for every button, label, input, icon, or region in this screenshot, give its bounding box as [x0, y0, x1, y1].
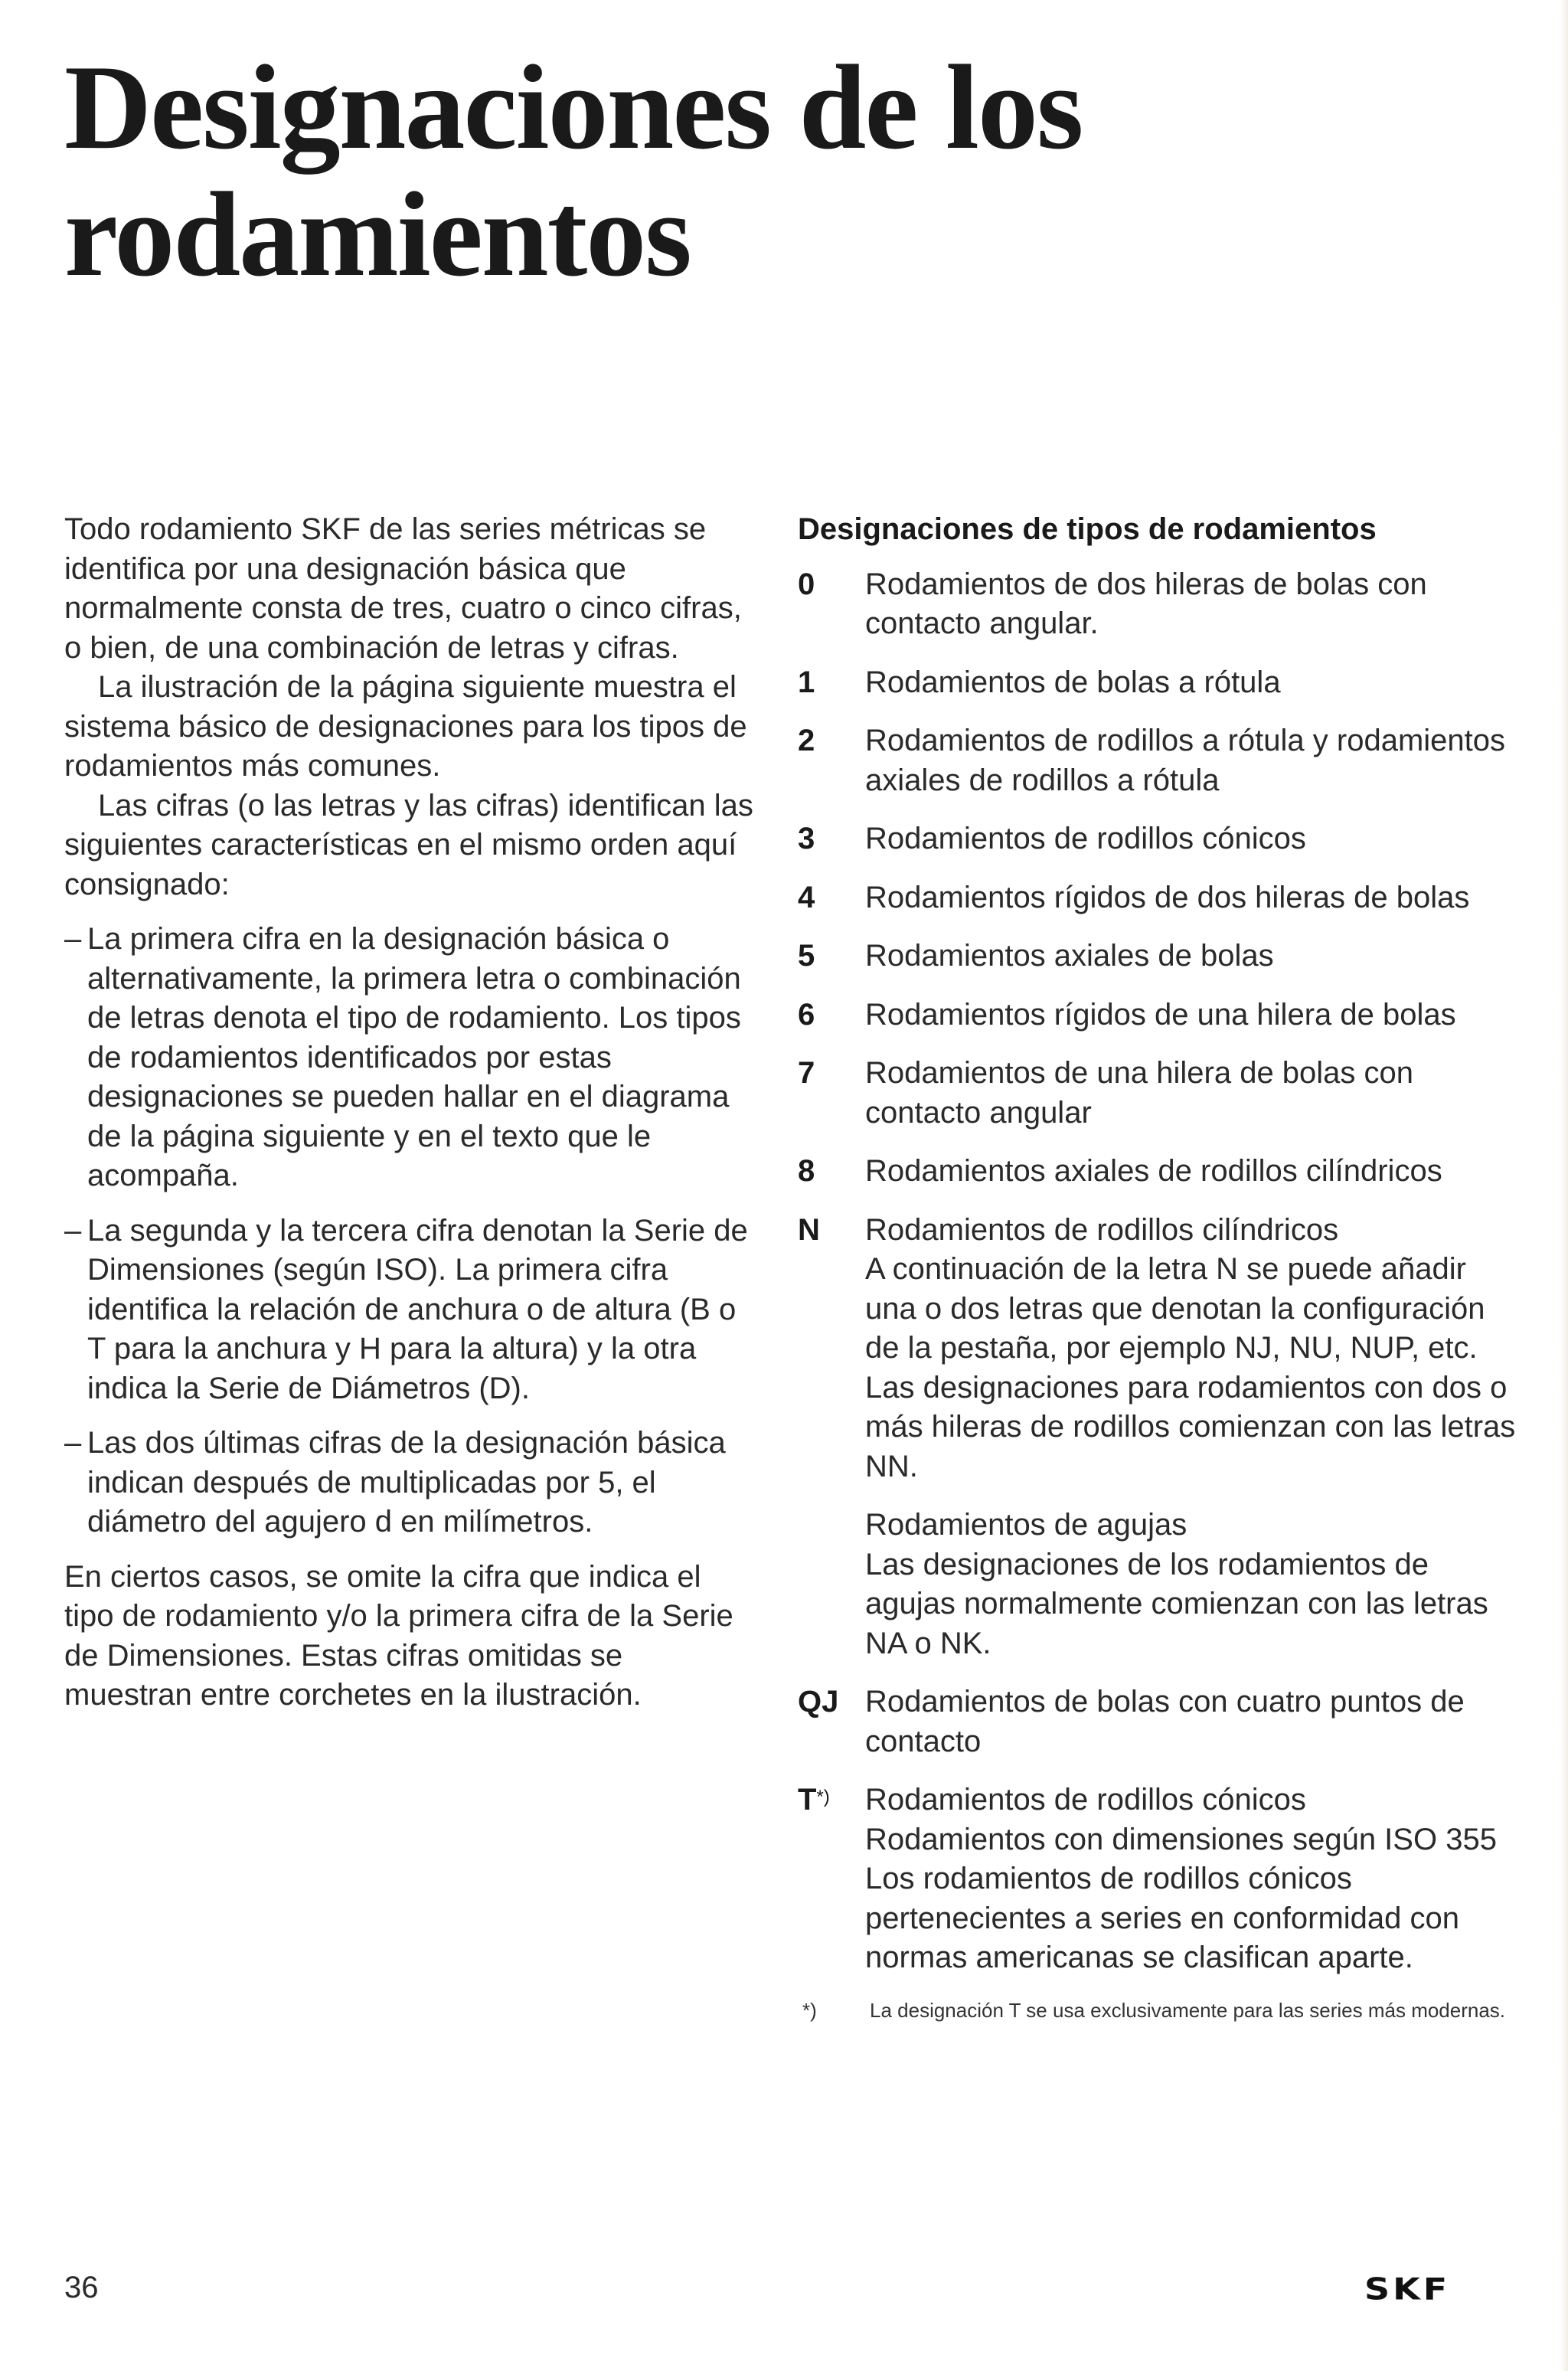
description-line: Rodamientos de rodillos cilíndricos [865, 1212, 1339, 1247]
intro-paragraph: Todo rodamiento SKF de las series métricas se identifica por una designación básica que normalmente consta de tres, cuatro o cinco cifras, o bien, de una combinación de letras y cifras. [64, 512, 742, 665]
designation-code: N [798, 1212, 820, 1247]
description-line: Rodamientos de rodillos a rótula y rodamientos axiales de rodillos a rótula [865, 724, 1505, 797]
designation-description [865, 1152, 1517, 1192]
description-line: Rodamientos de una hilera de bolas con contacto angular [865, 1056, 1414, 1130]
designation-code: 0 [798, 567, 815, 601]
list-item-text: La primera cifra en la designación básica o alternativamente, la primera letra o combinación de letras denota el tipo de rodamiento. Los tipos de rodamientos identificados por estas designaciones se pueden hallar en el diagrama de la página siguiente y en el texto que le acompaña. [87, 922, 741, 1192]
description-line: Rodamientos rígidos de una hilera de bolas [865, 997, 1456, 1032]
designation-description [865, 721, 1517, 800]
description-line: Rodamientos de dos hileras de bolas con contacto angular. [865, 567, 1427, 640]
designation-code: QJ [798, 1685, 839, 1719]
designation-entry [798, 565, 1517, 644]
page-edge-shadow [1560, 0, 1568, 2371]
description-line: Las designaciones de los rodamientos de agujas normalmente comienzan con las letras NA o NK. [865, 1547, 1488, 1660]
designation-entry [798, 819, 1517, 859]
bullet-dash: – [64, 1426, 82, 1460]
list-item [64, 1212, 753, 1409]
page-title-line-1: Designaciones de los [64, 41, 1083, 175]
designation-code: 3 [798, 822, 815, 855]
designation-entry [798, 1152, 1517, 1192]
bullet-dash: – [64, 922, 82, 956]
description-line: Rodamientos rígidos de dos hileras de bolas [865, 880, 1470, 914]
paragraph-illustration: La ilustración de la página siguiente muestra el sistema básico de designaciones para los tipos de rodamientos más comunes. [64, 670, 747, 783]
designation-code: 7 [798, 1056, 815, 1090]
designation-description [865, 1211, 1517, 1664]
designation-entry [798, 721, 1517, 800]
designation-description [865, 1781, 1517, 1978]
description-line: Rodamientos de bolas con cuatro puntos de contacto [865, 1685, 1465, 1758]
designation-code: 2 [798, 724, 815, 757]
left-column [64, 510, 753, 1715]
description-line: Rodamientos con dimensiones según ISO 355 [865, 1822, 1497, 1856]
list-item [64, 1424, 753, 1542]
description-line: Rodamientos de rodillos cónicos [865, 1783, 1306, 1817]
section-heading: Designaciones de tipos de rodamientos [798, 512, 1377, 546]
designation-description [865, 1683, 1517, 1761]
designation-code: 4 [798, 880, 815, 914]
designation-description [865, 878, 1517, 918]
designation-description [865, 996, 1517, 1035]
closing-paragraph: En ciertos casos, se omite la cifra que indica el tipo de rodamiento y/o la primera cifra de la Serie de Dimensiones. Estas cifras omitidas se muestran entre corchetes en la ilustración. [64, 1559, 733, 1712]
footnote-reference: *) [816, 1787, 830, 1807]
designation-entry [798, 878, 1517, 918]
description-line: Rodamientos de rodillos cónicos [865, 822, 1306, 855]
paragraph-digits: Las cifras (o las letras y las cifras) identifican las siguientes características en el mismo orden aquí consignado: [64, 788, 753, 901]
description-line: Los rodamientos de rodillos cónicos pertenecientes a series en conformidad con normas americanas se clasifican aparte. [865, 1862, 1460, 1974]
footnote-mark: *) [802, 1998, 817, 2022]
page-number: 36 [64, 2271, 99, 2304]
designation-code: 6 [798, 997, 815, 1032]
list-item-text: La segunda y la tercera cifra denotan la Serie de Dimensiones (según ISO). La primera cifra identifica la relación de anchura o de altura (B o T para la anchura y H para la altura) y la otra indica la Serie de Diámetros (D). [87, 1213, 748, 1405]
footnote-text: La designación T se usa exclusivamente para las series más modernas. [870, 1998, 1506, 2022]
list-item-text: Las dos últimas cifras de la designación básica indican después de multiplicadas por 5, el diámetro del agujero d en milímetros. [87, 1426, 726, 1539]
description-line: Rodamientos axiales de bolas [865, 939, 1274, 973]
designation-entry [798, 996, 1517, 1035]
designation-description [865, 1054, 1517, 1133]
description-line: Rodamientos axiales de rodillos cilíndricos [865, 1154, 1442, 1188]
bullet-dash: – [64, 1213, 82, 1248]
designation-description [865, 565, 1517, 644]
right-column [798, 510, 1517, 2023]
designation-entry [798, 1781, 1517, 1978]
skf-logo: SKF [1364, 2271, 1451, 2307]
designation-code [798, 1781, 865, 1978]
footnote [798, 1997, 1517, 2023]
description-line: Rodamientos de agujas [865, 1508, 1187, 1542]
description-line: A continuación de la letra N se puede añadir una o dos letras que denotan la configuración de la pestaña, por ejemplo NJ, NU, NUP, etc. Las designaciones para rodamientos con dos o más hileras de rodillos comienzan con las letras NN. [865, 1252, 1516, 1483]
description-line: Rodamientos de bolas a rótula [865, 665, 1281, 699]
designation-entry [798, 1054, 1517, 1133]
designation-entry [798, 1211, 1517, 1664]
designation-entry [798, 1683, 1517, 1761]
designation-code: 5 [798, 939, 815, 973]
designation-entry [798, 663, 1517, 703]
designation-code: 1 [798, 665, 815, 699]
designation-description [865, 937, 1517, 976]
designation-code-letter: T [798, 1783, 817, 1817]
page-title-line-2: rodamientos [64, 168, 691, 302]
designation-description [865, 663, 1517, 703]
list-item [64, 920, 753, 1196]
designation-entry [798, 937, 1517, 976]
designation-code: 8 [798, 1154, 815, 1188]
page-title [64, 41, 1213, 302]
designation-description [865, 819, 1517, 859]
